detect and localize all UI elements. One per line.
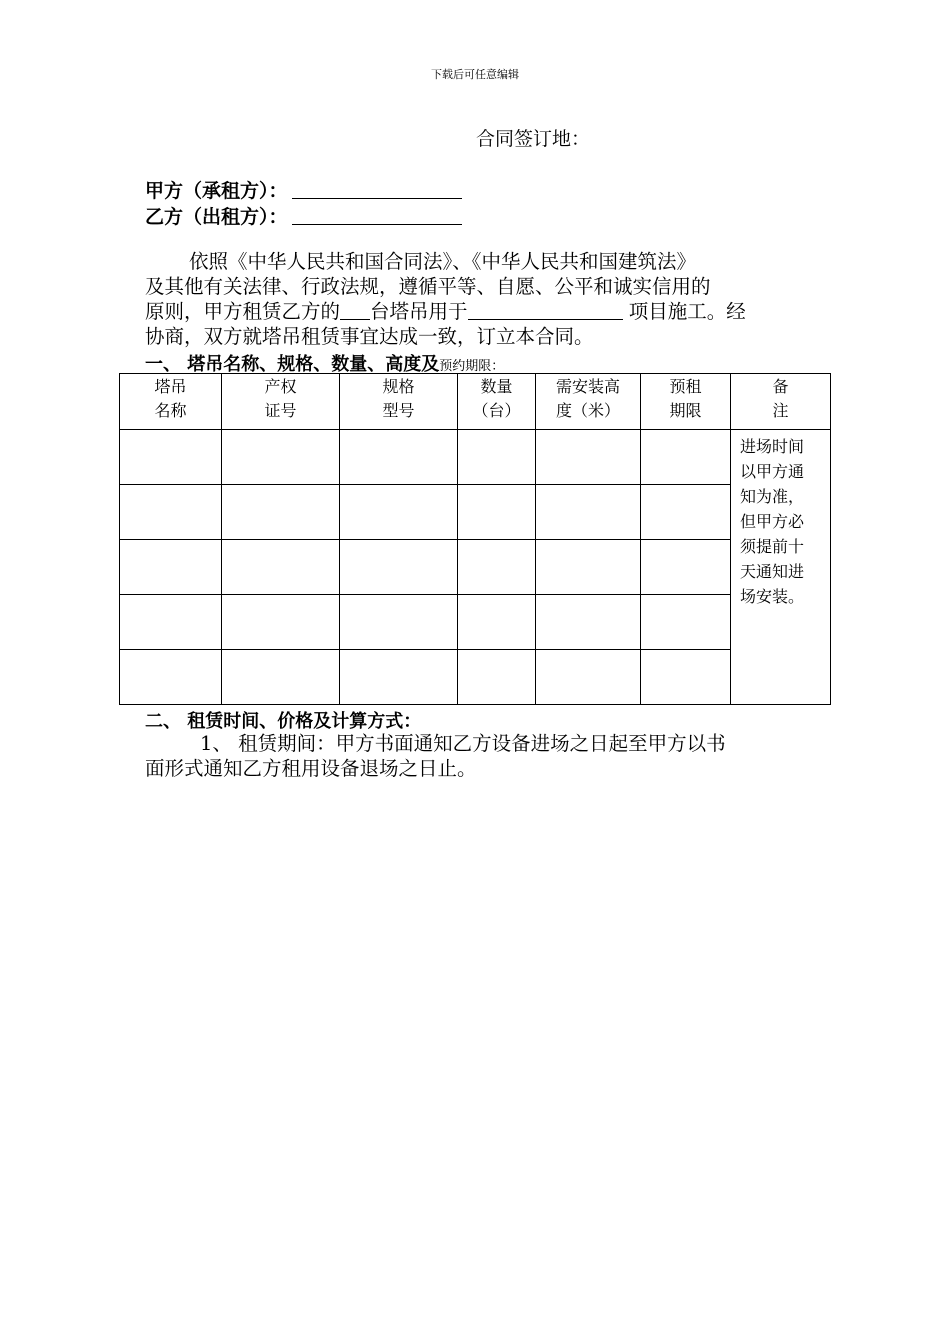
section-1-title-small: 预约期限： bbox=[439, 359, 505, 374]
intro-line-3-c: 项目施工。经 bbox=[622, 300, 746, 323]
intro-line-3-b: 台塔吊用于 bbox=[370, 300, 468, 323]
table-cell[interactable] bbox=[458, 650, 536, 705]
table-cell[interactable] bbox=[222, 540, 340, 595]
table-cell[interactable] bbox=[536, 650, 641, 705]
table-cell[interactable] bbox=[120, 540, 222, 595]
section-1-title: 一、 塔吊名称、规格、数量、高度及 bbox=[145, 354, 440, 375]
header-install-height: 需安装高 度（米） bbox=[536, 374, 641, 430]
table-cell[interactable] bbox=[222, 485, 340, 540]
table-cell[interactable] bbox=[641, 430, 731, 485]
table-cell[interactable] bbox=[458, 540, 536, 595]
intro-line-3-a: 原则，甲方租赁乙方的 bbox=[145, 300, 341, 323]
contract-signing-place: 合同签订地： bbox=[476, 128, 591, 150]
clause-1 bbox=[145, 731, 810, 781]
party-a-line bbox=[145, 176, 462, 203]
table-cell[interactable] bbox=[120, 650, 222, 705]
header-model: 规格 型号 bbox=[340, 374, 458, 430]
remarks-note: 进场时间 以甲方通 知为准， 但甲方必 须提前十 天通知进 场安装。 bbox=[731, 430, 831, 705]
table-cell[interactable] bbox=[340, 540, 458, 595]
header-remarks: 备 注 bbox=[731, 374, 831, 430]
crane-count-blank[interactable] bbox=[340, 301, 370, 320]
clause-1-line-2: 面形式通知乙方租用设备退场之日止。 bbox=[145, 757, 477, 780]
table-row bbox=[120, 485, 831, 540]
party-b-blank[interactable] bbox=[292, 206, 462, 225]
table-cell[interactable] bbox=[641, 595, 731, 650]
intro-line-4: 协商，双方就塔吊租赁事宜达成一致，订立本合同。 bbox=[145, 325, 594, 348]
clause-1-line-1: 1、 租赁期间：甲方书面通知乙方设备进场之日起至甲方以书 bbox=[200, 732, 726, 755]
table-row bbox=[120, 430, 831, 485]
crane-spec-table bbox=[119, 373, 831, 705]
party-a-blank[interactable] bbox=[292, 180, 462, 199]
table-cell[interactable] bbox=[340, 650, 458, 705]
section-2-heading: 二、 租赁时间、价格及计算方式： bbox=[145, 711, 422, 732]
table-cell[interactable] bbox=[458, 595, 536, 650]
table-row bbox=[120, 595, 831, 650]
party-b-line bbox=[145, 202, 462, 229]
table-cell[interactable] bbox=[222, 650, 340, 705]
party-a-label: 甲方（承租方）： bbox=[145, 180, 288, 202]
table-cell[interactable] bbox=[340, 595, 458, 650]
table-cell[interactable] bbox=[120, 430, 222, 485]
intro-line-2: 及其他有关法律、行政法规，遵循平等、自愿、公平和诚实信用的 bbox=[145, 275, 711, 298]
table-cell[interactable] bbox=[458, 430, 536, 485]
table-cell[interactable] bbox=[536, 540, 641, 595]
intro-paragraph bbox=[145, 249, 810, 349]
table-cell[interactable] bbox=[641, 485, 731, 540]
table-cell[interactable] bbox=[641, 650, 731, 705]
header-crane-name: 塔吊 名称 bbox=[120, 374, 222, 430]
header-quantity: 数量 （台） bbox=[458, 374, 536, 430]
table-row bbox=[120, 650, 831, 705]
party-b-label: 乙方（出租方）： bbox=[145, 206, 288, 228]
table-cell[interactable] bbox=[222, 595, 340, 650]
header-rental-period: 预租 期限 bbox=[641, 374, 731, 430]
header-property-cert: 产权 证号 bbox=[222, 374, 340, 430]
table-row bbox=[120, 540, 831, 595]
table-cell[interactable] bbox=[536, 430, 641, 485]
table-cell[interactable] bbox=[120, 485, 222, 540]
page-header: 下载后可任意编辑 bbox=[431, 68, 519, 81]
table-cell[interactable] bbox=[641, 540, 731, 595]
intro-line-1: 依照《中华人民共和国合同法》、《中华人民共和国建筑法》 bbox=[189, 250, 697, 273]
table-cell[interactable] bbox=[536, 485, 641, 540]
intro-line-3 bbox=[145, 299, 810, 324]
table-cell[interactable] bbox=[222, 430, 340, 485]
table-cell[interactable] bbox=[458, 485, 536, 540]
table-header-row bbox=[120, 374, 831, 430]
table-cell[interactable] bbox=[340, 430, 458, 485]
table-cell[interactable] bbox=[340, 485, 458, 540]
project-name-blank[interactable] bbox=[468, 301, 623, 320]
table-cell[interactable] bbox=[536, 595, 641, 650]
table-cell[interactable] bbox=[120, 595, 222, 650]
